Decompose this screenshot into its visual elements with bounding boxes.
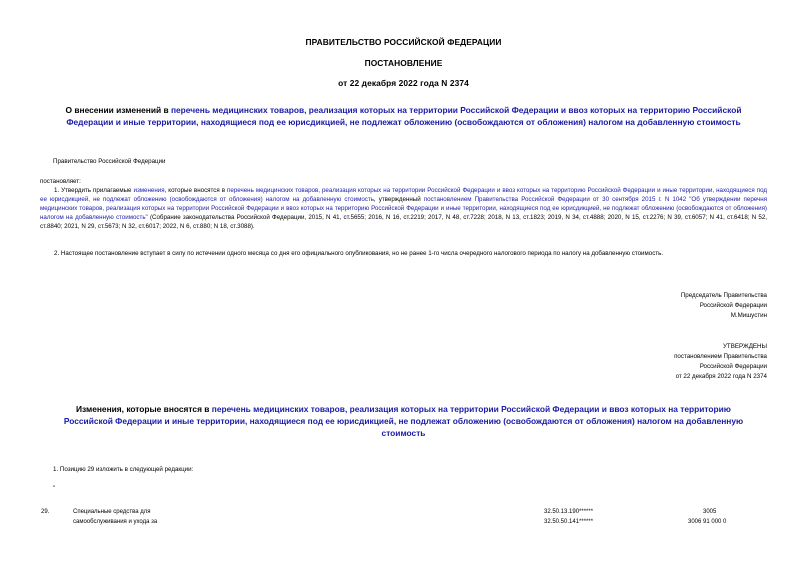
approved-line-1: УТВЕРЖДЕНЫ bbox=[723, 343, 767, 350]
changes-title-link-end[interactable]: стоимость bbox=[381, 428, 426, 438]
table-row-number: 29. bbox=[41, 509, 50, 515]
table-row-code-line-1: 32.50.13.190****** bbox=[544, 509, 594, 515]
document-date-number: от 22 декабря 2022 года N 2374 bbox=[338, 78, 469, 88]
table-row-name-line-1: Специальные средства для bbox=[73, 509, 151, 515]
approved-line-4: от 22 декабря 2022 года N 2374 bbox=[675, 373, 767, 380]
item-1-text: 1. Позицию 29 изложить в следующей редакции: bbox=[53, 466, 194, 473]
government-heading: ПРАВИТЕЛЬСТВО РОССИЙСКОЙ ФЕДЕРАЦИИ bbox=[305, 37, 502, 47]
changes-title-prefix: Изменения, которые вносятся в bbox=[76, 404, 212, 414]
document-title-line-1 bbox=[40, 104, 767, 116]
p1-text-e: , утвержденный bbox=[373, 196, 424, 203]
document-title-line-2 bbox=[40, 116, 767, 128]
table-row-tnved-line-2: 3006 91 000 0 bbox=[688, 519, 727, 525]
signature-line-1: Председатель Правительства bbox=[680, 292, 767, 299]
signature-line-2: Российской Федерации bbox=[699, 302, 767, 309]
paragraph-1 bbox=[40, 186, 767, 231]
p1-text-c: , которые вносятся в bbox=[164, 187, 228, 194]
p1-text-g: (Собрание законодательства Российской Федерации, 2015, N 41, ст.5655; 2016, N 16, ст.2219; 2017, N 48, ст.7228; 2018, N 13, ст.1823; 2019, N 34, ст.4888; 2020, N 15, ст.2276; N 39, ст.6057; N 41, ст.6418; N 52, ст.8840; 2021, N 29, ст.5673; N 32, ст.6017; 2022, N 6, ст.880; N 18, ст.3088). bbox=[40, 214, 767, 230]
approved-line-2: постановлением Правительства bbox=[674, 353, 767, 360]
p1-text-a: 1. Утвердить прилагаемые bbox=[54, 187, 134, 194]
paragraph-2: 2. Настоящее постановление вступает в силу по истечении одного месяца со дня его официального опубликования, но не ранее 1-го числа очередного налогового периода по налогу на добавленную стоимость. bbox=[54, 250, 664, 257]
changes-link[interactable]: изменения bbox=[133, 187, 165, 194]
changes-title-link[interactable]: перечень медицинских товаров, реализация которых на территории Российской Федерации и ввоз которых на территорию bbox=[211, 404, 731, 414]
resolution-1042-link[interactable]: постановлением Правительства Российской Федерации от 30 сентября 2015 г. N 1042 "Об утверждении перечня медицинских товаров, реализация которых на территории Российской Федерации и ввоз которых на территорию Российской Федерации и иные территории, находящиеся под ее юрисдикцией, не подлежат обложению (освобождаются от обложения) налогом на добавленную стоимость" bbox=[40, 196, 767, 221]
table-row-code-line-2: 32.50.50.141****** bbox=[544, 519, 594, 525]
changes-title-line-3 bbox=[40, 427, 767, 439]
table-row-name-line-2: самообслуживания и ухода за bbox=[73, 519, 158, 525]
title-list-link-cont[interactable]: Федерации и иные территории, находящиеся под ее юрисдикцией, не подлежат обложению (освобождаются от обложения) налогом на добавленную стоимость bbox=[66, 117, 741, 127]
document-type: ПОСТАНОВЛЕНИЕ bbox=[364, 58, 443, 68]
changes-title-line-2 bbox=[40, 415, 767, 427]
approved-line-3: Российской Федерации bbox=[699, 363, 767, 370]
title-prefix: О внесении изменений в bbox=[65, 105, 171, 115]
decides-text: постановляет: bbox=[40, 178, 81, 185]
quote-mark: " bbox=[53, 485, 56, 492]
changes-title-line-1 bbox=[40, 403, 767, 415]
signature-name: М.Мишустин bbox=[730, 312, 767, 319]
changes-title-link-cont[interactable]: Российской Федерации и иные территории, находящиеся под ее юрисдикцией, не подлежат обложению (освобождаются от обложения) налогом на добавленную bbox=[63, 416, 744, 426]
table-row-tnved-line-1: 3005 bbox=[703, 509, 717, 515]
medical-goods-list-link[interactable]: перечень медицинских товаров, реализация которых на территории Российской Федерации и ввоз которых на территорию Российской Федерации и иные территории, находящиеся под ее юрисдикцией, не подлежат обложению (освобождаются от обложения) налогом на добавленную стоимость bbox=[40, 187, 767, 203]
issuer-text: Правительство Российской Федерации bbox=[53, 158, 166, 165]
title-list-link[interactable]: перечень медицинских товаров, реализация которых на территории Российской Федерации и ввоз которых на территорию Российской bbox=[170, 105, 742, 115]
